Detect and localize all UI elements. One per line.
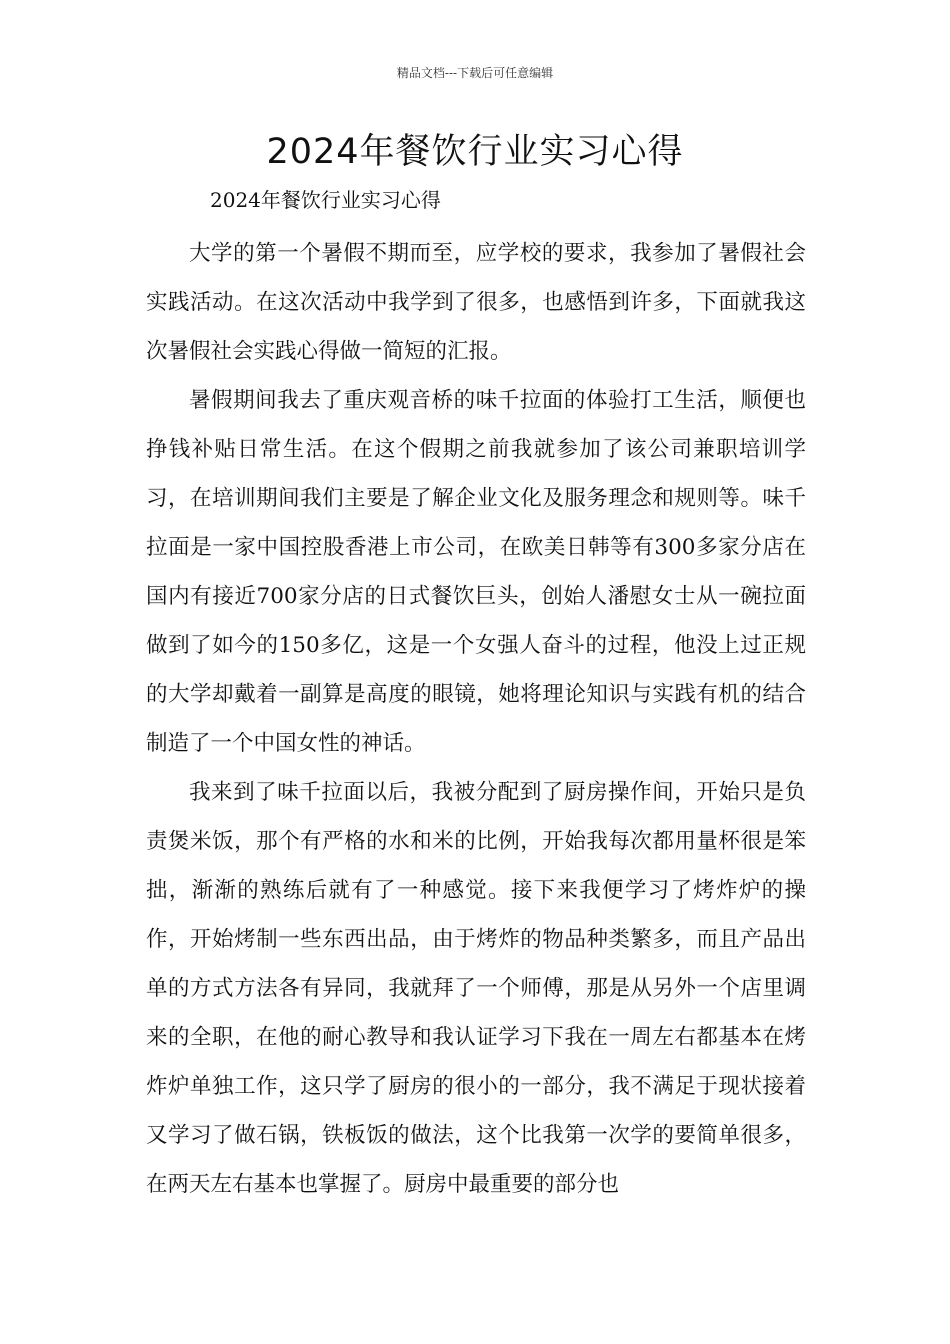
header-note: 精品文档---下载后可任意编辑	[396, 66, 554, 80]
document-subtitle: 2024年餐饮行业实习心得	[210, 188, 441, 212]
paragraph-3: 我来到了味千拉面以后，我被分配到了厨房操作间，开始只是负责煲米饭，那个有严格的水和米的比例，开始我每次都用量杯很是笨拙，渐渐的熟练后就有了一种感觉。接下来我便学习了烤炸炉的操作，开始烤制一些东西出品，由于烤炸的物品种类繁多，而且产品出单的方式方法各有异同，我就拜了一个师傅，那是从另外一个店里调来的全职，在他的耐心教导和我认证学习下我在一周左右都基本在烤炸炉单独工作，这只学了厨房的很小的一部分，我不满足于现状接着又学习了做石锅，铁板饭的做法，这个比我第一次学的要简单很多，在两天左右基本也掌握了。厨房中最重要的部分也	[146, 780, 806, 1197]
paragraph-2: 暑假期间我去了重庆观音桥的味千拉面的体验打工生活，顺便也挣钱补贴日常生活。在这个假期之前我就参加了该公司兼职培训学习，在培训期间我们主要是了解企业文化及服务理念和规则等。味千拉面是一家中国控股香港上市公司，在欧美日韩等有300多家分店在国内有接近700家分店的日式餐饮巨头，创始人潘慰女士从一碗拉面做到了如今的150多亿，这是一个女强人奋斗的过程，他没上过正规的大学却戴着一副算是高度的眼镜，她将理论知识与实践有机的结合制造了一个中国女性的神话。	[146, 388, 806, 756]
document-body	[146, 229, 806, 1209]
document-title: 2024年餐饮行业实习心得	[266, 132, 684, 172]
paragraph-1: 大学的第一个暑假不期而至，应学校的要求，我参加了暑假社会实践活动。在这次活动中我学到了很多，也感悟到许多，下面就我这次暑假社会实践心得做一简短的汇报。	[146, 241, 806, 364]
